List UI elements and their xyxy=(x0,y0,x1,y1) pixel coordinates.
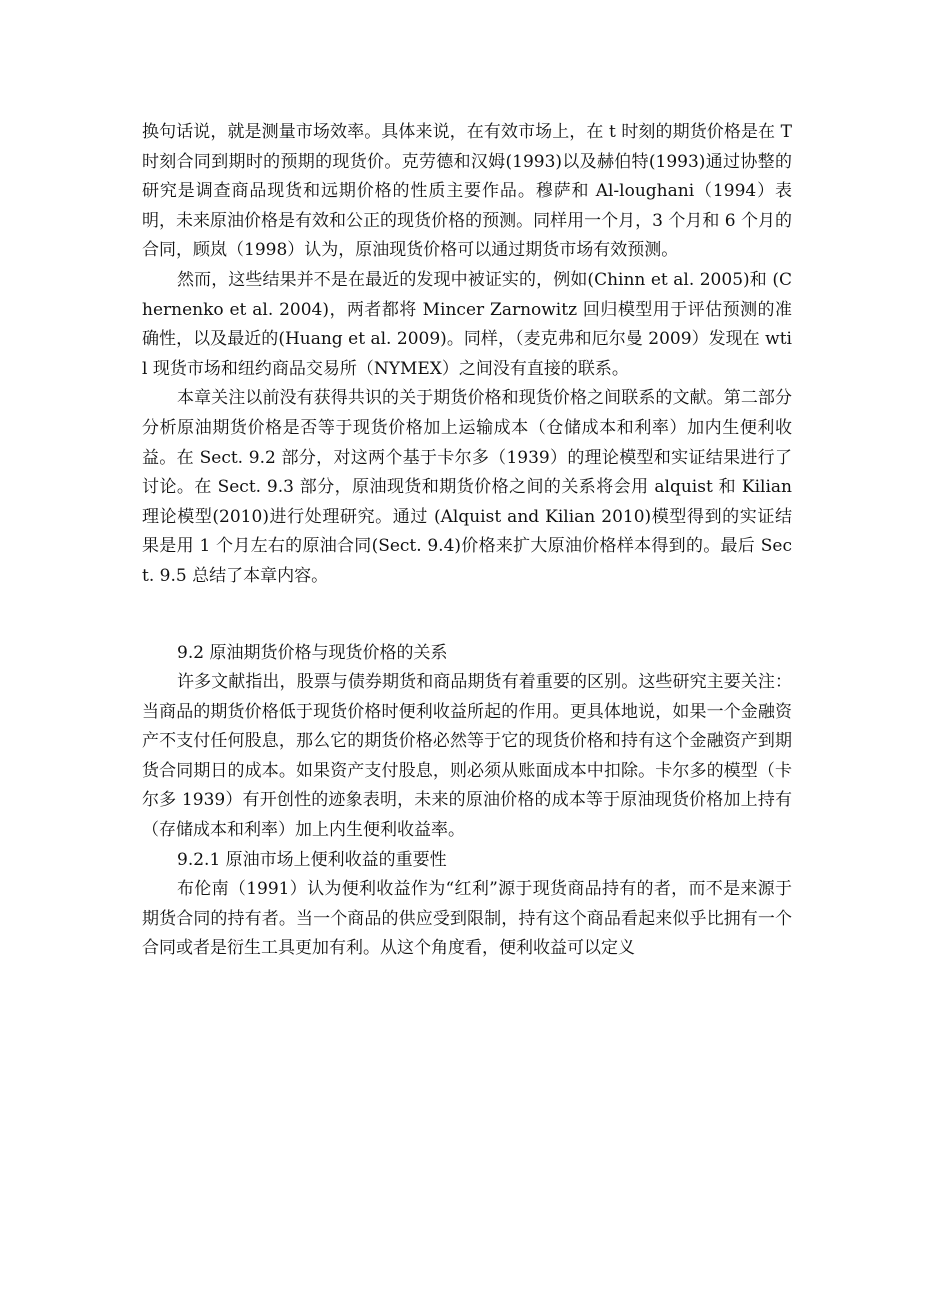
paragraph-convenience-yield: 布伦南（1991）认为便利收益作为“红利”源于现货商品持有的者，而不是来源于期货合同的持有者。当一个商品的供应受到限制，持有这个商品看起来似乎比拥有一个合同或者是衍生工具更加有利。从这个角度看，便利收益可以定义 xyxy=(142,879,792,959)
subsection-heading: 9.2.1 原油市场上便利收益的重要性 xyxy=(177,849,447,870)
section-spacer xyxy=(142,592,792,639)
paragraph-recent-findings: 然而，这些结果并不是在最近的发现中被证实的，例如(Chinn et al. 2005)和 (Chernenko et al. 2004)，两者都将 Mincer Zarnowitz 回归模型用于评估预测的准确性，以及最近的(Huang et al. 2009)。同样，（麦克弗和厄尔曼 2009）发现在 wtil 现货市场和纽约商品交易所（NYMEX）之间没有直接的联系。 xyxy=(142,269,792,379)
document-body xyxy=(142,118,792,964)
paragraph-chapter-overview: 本章关注以前没有获得共识的关于期货价格和现货价格之间联系的文献。第二部分分析原油期货价格是否等于现货价格加上运输成本（仓储成本和利率）加内生便利收益。在 Sect. 9.2 部分，对这两个基于卡尔多（1939）的理论模型和实证结果进行了讨论。在 Sect. 9.3 部分，原油现货和期货价格之间的关系将会用 alquist 和 Kilian 理论模型(2010)进行处理研究。通过 (Alquist and Kilian 2010)模型得到的实证结果是用 1 个月左右的原油合同(Sect. 9.4)价格来扩大原油价格样本得到的。最后 Sect. 9.5 总结了本章内容。 xyxy=(142,388,792,586)
section-heading: 9.2 原油期货价格与现货价格的关系 xyxy=(177,642,448,663)
paragraph-futures-spot-relation: 许多文献指出，股票与债券期货和商品期货有着重要的区别。这些研究主要关注：当商品的期货价格低于现货价格时便利收益所起的作用。更具体地说，如果一个金融资产不支付任何股息，那么它的期货价格必然等于它的现货价格和持有这个金融资产到期货合同期日的成本。如果资产支付股息，则必须从账面成本中扣除。卡尔多的模型（卡尔多 1939）有开创性的迹象表明，未来的原油价格的成本等于原油现货价格加上持有（存储成本和利率）加上内生便利收益率。 xyxy=(142,672,792,841)
paragraph-market-efficiency: 换句话说，就是测量市场效率。具体来说，在有效市场上，在 t 时刻的期货价格是在 T 时刻合同到期时的预期的现货价。克劳德和汉姆(1993)以及赫伯特(1993)通过协整的研究是调查商品现货和远期价格的性质主要作品。穆萨和 Al-loughani（1994）表明，未来原油价格是有效和公正的现货价格的预测。同样用一个月，3 个月和 6 个月的合同，顾岚（1998）认为，原油现货价格可以通过期货市场有效预测。 xyxy=(142,122,792,261)
